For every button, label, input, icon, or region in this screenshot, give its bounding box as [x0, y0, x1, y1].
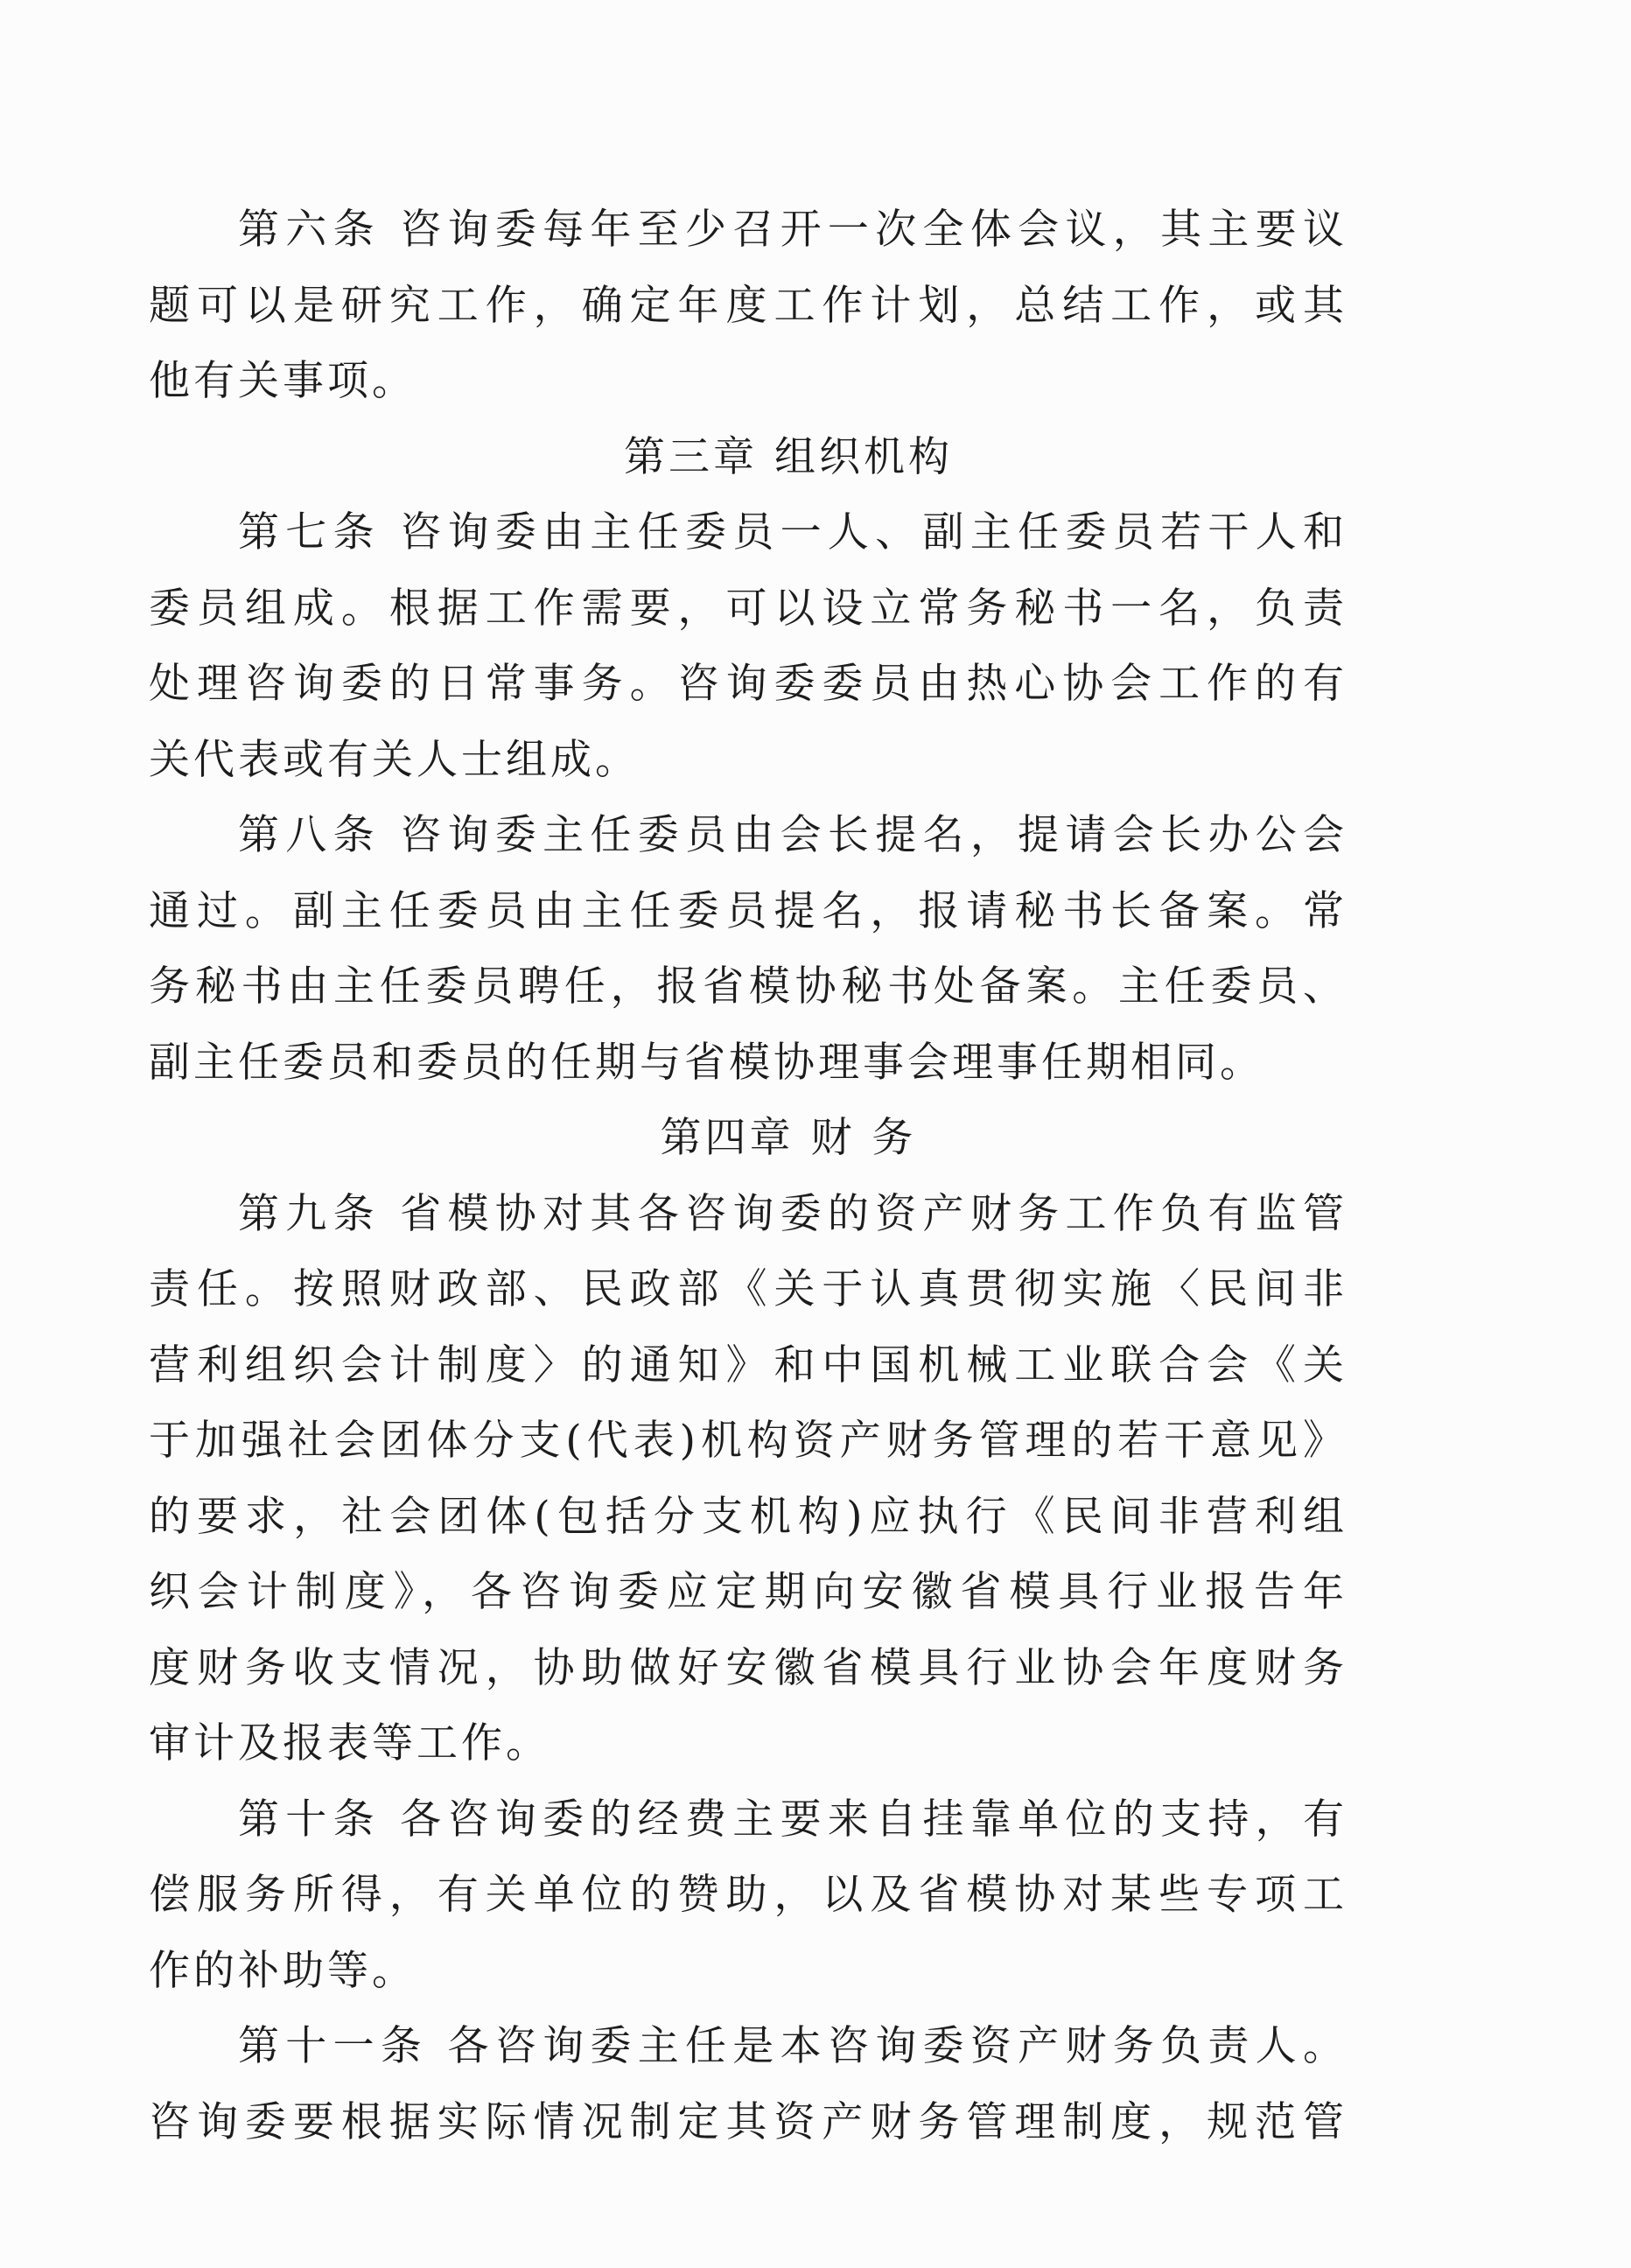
text-line: 处理咨询委的日常事务。咨询委委员由热心协会工作的有 [149, 660, 1348, 708]
text-line: 他有关事项。 [149, 357, 416, 405]
text-line: 第六条 咨询委每年至少召开一次全体会议，其主要议 [238, 206, 1348, 254]
text-line: 作的补助等。 [149, 1946, 416, 1995]
document-body [149, 192, 1348, 2160]
chapter-heading: 第三章 组织机构 [624, 432, 953, 481]
text-line: 第十条 各咨询委的经费主要来自挂靠单位的支持，有 [238, 1795, 1348, 1844]
chapter-heading: 第四章 财 务 [660, 1114, 917, 1162]
text-line: 责任。按照财政部、民政部《关于认真贯彻实施〈民间非 [149, 1265, 1348, 1313]
text-line: 第七条 咨询委由主任委员一人、副主任委员若干人和 [238, 508, 1348, 556]
text-line: 度财务收支情况，协助做好安徽省模具行业协会年度财务 [149, 1643, 1348, 1692]
text-line: 第九条 省模协对其各咨询委的资产财务工作负有监管 [238, 1189, 1348, 1238]
text-line: 的要求，社会团体(包括分支机构)应执行《民间非营利组 [149, 1492, 1348, 1541]
paragraph-article-6 [149, 192, 1348, 420]
text-line: 通过。副主任委员由主任委员提名，报请秘书长备案。常 [149, 886, 1348, 935]
text-line: 题可以是研究工作，确定年度工作计划，总结工作，或其 [149, 281, 1348, 330]
paragraph-article-8 [149, 798, 1348, 1101]
text-line: 第八条 咨询委主任委员由会长提名，提请会长办公会 [238, 811, 1348, 859]
text-line: 关代表或有关人士组成。 [149, 735, 640, 784]
paragraph-article-10 [149, 1782, 1348, 2010]
text-line: 织会计制度》，各咨询委应定期向安徽省模具行业报告年 [149, 1568, 1348, 1616]
text-line: 务秘书由主任委员聘任，报省模协秘书处备案。主任委员、 [149, 962, 1348, 1011]
text-line: 第十一条 各咨询委主任是本咨询委资产财务负责人。 [238, 2022, 1348, 2070]
paragraph-article-7 [149, 495, 1348, 798]
text-line: 咨询委要根据实际情况制定其资产财务管理制度，规范管 [149, 2097, 1348, 2146]
text-line: 偿服务所得，有关单位的赞助，以及省模协对某些专项工 [149, 1871, 1348, 1919]
paragraph-article-11 [149, 2009, 1348, 2160]
text-line: 营利组织会计制度〉的通知》和中国机械工业联合会《关 [149, 1340, 1348, 1390]
text-line: 审计及报表等工作。 [149, 1719, 550, 1768]
text-line: 于加强社会团体分支(代表)机构资产财务管理的若干意见》 [149, 1417, 1348, 1465]
text-line: 委员组成。根据工作需要，可以设立常务秘书一名，负责 [149, 584, 1348, 633]
paragraph-article-9 [149, 1177, 1348, 1782]
text-line: 副主任委员和委员的任期与省模协理事会理事任期相同。 [149, 1038, 1264, 1087]
